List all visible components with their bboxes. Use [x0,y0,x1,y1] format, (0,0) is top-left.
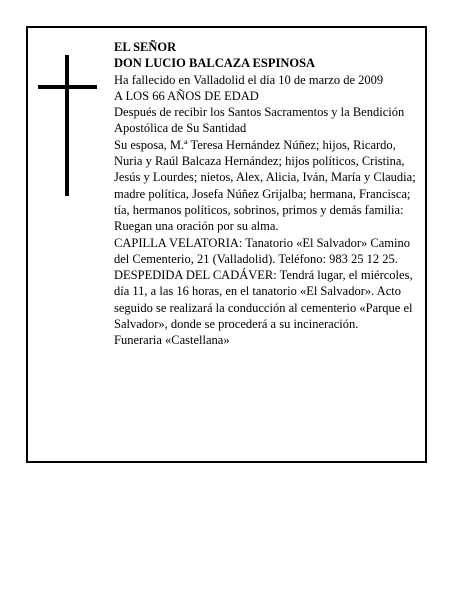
prayer-request: Ruegan una oración por su alma. [114,219,279,234]
chapel-info: CAPILLA VELATORIA: Tanatorio «El Salvador» Camino del Cementerio, 21 (Valladolid). Teléfono: 983 25 12 25. [114,235,410,266]
sacraments-statement: Después de recibir los Santos Sacramentos y la Bendición Apostólica de Su Santidad [114,105,405,136]
farewell-info: DESPEDIDA DEL CADÁVER: Tendrá lugar, el miércoles, día 11, a las 16 horas, en el tanatorio «El Salvador». Acto seguido se realizará la conducción al cementerio «Parque el Salvador», donde se procederá a su incineración. [114,268,413,332]
age-statement: A LOS 66 AÑOS DE EDAD [114,88,259,103]
cross-icon [65,55,69,196]
deceased-name: DON LUCIO BALCAZA ESPINOSA [114,56,316,71]
funeral-home: Funeraria «Castellana» [114,333,230,348]
notice-title: EL SEÑOR [114,40,177,54]
notice-text-block [114,39,422,349]
cross-icon-crossbar [38,85,97,89]
family-list: Su esposa, M.ª Teresa Hernández Núñez; hijos, Ricardo, Nuria y Raúl Balcaza Hernández; hijos políticos, Cristina, Jesús y Lourdes; nietos, Alex, Alicia, Iván, María y Claudia; madre política, Josefa Núñez Grijalba; hermana, Francisca; tía, hermanos políticos, sobrinos, primos y demás familia: [114,137,416,217]
death-statement: Ha fallecido en Valladolid el día 10 de marzo de 2009 [114,72,384,87]
